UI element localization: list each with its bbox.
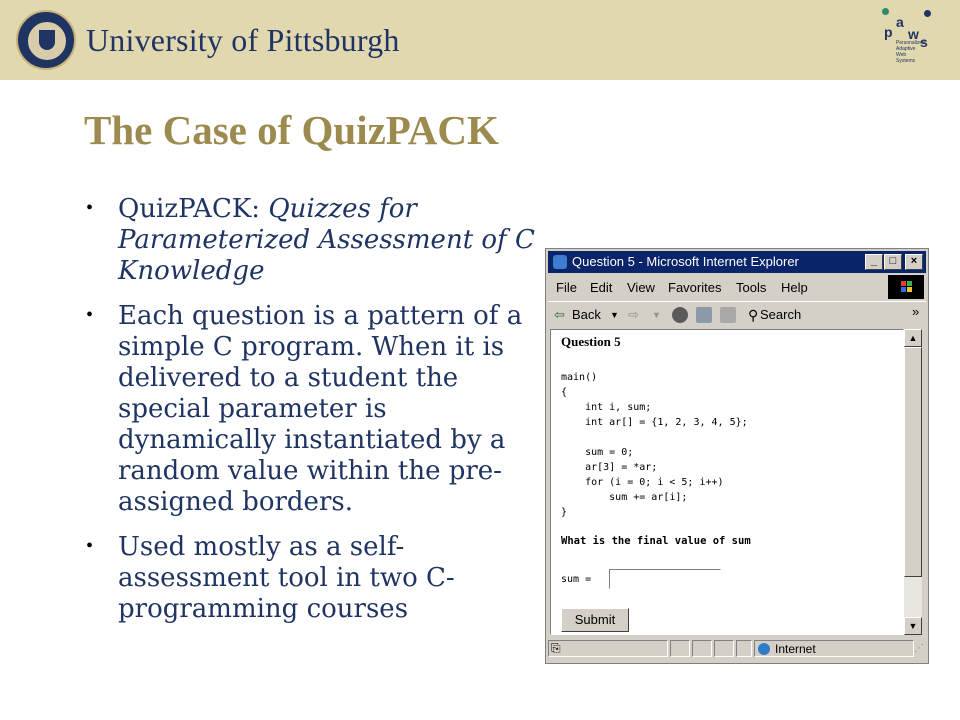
refresh-icon[interactable]	[696, 307, 712, 323]
forward-dropdown-icon[interactable]: ▼	[652, 310, 661, 320]
code-block: main() { int i, sum; int ar[] = {1, 2, 3, 4, 5}; sum = 0; ar[3] = *ar; for (i = 0; i < 5; i++) sum += ar[i]; }	[561, 372, 748, 518]
menu-tools[interactable]: Tools	[736, 280, 767, 295]
question-heading: Question 5	[561, 334, 621, 349]
status-left-segment	[548, 640, 668, 657]
menu-edit[interactable]: Edit	[590, 280, 613, 295]
maximize-button[interactable]: □	[884, 254, 902, 270]
forward-arrow-icon[interactable]: ⇨	[628, 307, 639, 322]
toolbar	[548, 301, 926, 328]
bullet-text: Used mostly as a self-assessment tool in two C-programming courses	[118, 532, 455, 624]
university-seal-icon	[16, 10, 76, 70]
menu-bar	[548, 275, 926, 299]
zone-label: Internet	[775, 642, 816, 656]
menu-help[interactable]: Help	[781, 280, 808, 295]
ie-page-icon	[553, 255, 567, 269]
back-arrow-icon[interactable]: ⇦	[554, 307, 565, 322]
header-band	[0, 0, 960, 80]
bullet-item	[86, 301, 546, 518]
answer-label: sum =	[561, 574, 592, 585]
toolbar-more-chevron[interactable]: »	[912, 304, 920, 319]
menu-view[interactable]: View	[627, 280, 655, 295]
slide-title: The Case of QuizPACK	[84, 107, 499, 153]
bullet-text: Each question is a pattern of a simple C program. When it is delivered to a student the special parameter is dynamically instantiated by a random value within the pre-assigned borders.	[118, 301, 523, 517]
scroll-thumb[interactable]	[904, 347, 922, 577]
scroll-down-button[interactable]: ▼	[904, 617, 922, 635]
university-name: University of Pittsburgh	[86, 22, 400, 58]
globe-icon	[758, 643, 770, 655]
submit-button[interactable]: Submit	[561, 608, 629, 632]
resize-grip-icon[interactable]: ⋰	[914, 643, 924, 654]
question-text: What is the final value of sum	[561, 535, 751, 547]
bullet-emphasis: Quizzes for Parameterized Assessment of C Knowledge	[118, 194, 535, 286]
browser-title-bar	[548, 251, 926, 273]
bullet-icon: •	[86, 535, 94, 557]
close-button[interactable]: ×	[905, 254, 923, 270]
status-bar	[548, 639, 926, 659]
paws-logo-icon: p a w s Personalized Adaptive Web Systems	[878, 4, 936, 64]
scroll-up-button[interactable]: ▲	[904, 329, 922, 347]
browser-title: Question 5 - Microsoft Internet Explorer	[572, 254, 799, 269]
status-segment	[714, 640, 734, 657]
status-segment	[692, 640, 712, 657]
menu-favorites[interactable]: Favorites	[668, 280, 722, 295]
bullet-list	[86, 194, 546, 639]
home-icon[interactable]	[720, 307, 736, 323]
minimize-button[interactable]: _	[865, 254, 883, 270]
browser-window	[545, 248, 929, 664]
zone-segment	[754, 640, 914, 657]
page-done-icon: ⎘	[551, 641, 561, 655]
bullet-icon: •	[86, 304, 94, 326]
bullet-lead: QuizPACK:	[118, 194, 269, 224]
bullet-item	[86, 532, 546, 625]
search-icon[interactable]: ⚲	[748, 307, 759, 323]
back-button[interactable]: Back	[572, 307, 601, 322]
answer-input[interactable]	[609, 569, 721, 589]
bullet-item	[86, 194, 546, 287]
stop-icon[interactable]	[672, 307, 688, 323]
page-content	[550, 329, 904, 635]
bullet-icon: •	[86, 197, 94, 219]
search-button[interactable]: Search	[760, 307, 802, 322]
back-dropdown-icon[interactable]: ▼	[610, 310, 619, 320]
status-segment	[736, 640, 752, 657]
menu-file[interactable]: File	[556, 280, 577, 295]
status-segment	[670, 640, 690, 657]
vertical-scrollbar[interactable]	[904, 329, 922, 635]
windows-logo-icon	[888, 275, 924, 299]
